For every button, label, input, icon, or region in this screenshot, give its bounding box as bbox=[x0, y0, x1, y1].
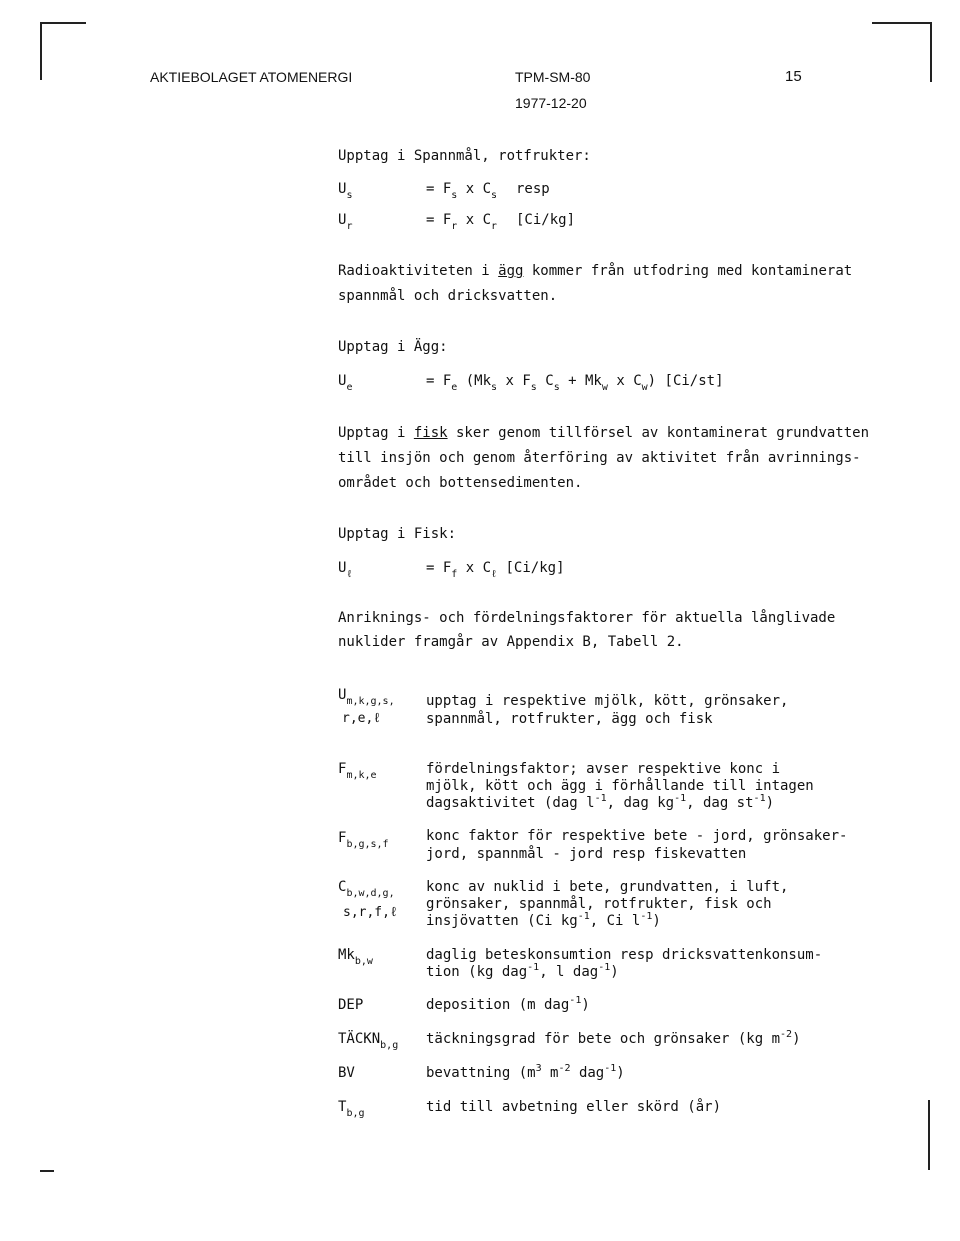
def-t-symbol: $T_{b,g}$ bbox=[338, 1099, 365, 1119]
def-c-line1: konc av nuklid i bete, grundvatten, i luft, bbox=[426, 879, 789, 895]
def-u-line2: spannmål, rotfrukter, ägg och fisk bbox=[426, 711, 713, 727]
equation-ul-rhs: = $F_f$ x $C_\ell$ [Ci/kg] bbox=[426, 560, 565, 580]
equation-ur-tail: [Ci/kg] bbox=[516, 212, 576, 228]
equation-us-tail: resp bbox=[516, 181, 550, 197]
def-tackn-symbol: $TÄCKN_{b,g}$ bbox=[338, 1031, 399, 1051]
frame-left bbox=[40, 22, 42, 80]
def-u-symbol-sub2: r,e,ℓ bbox=[342, 711, 382, 726]
frame-right bbox=[930, 22, 932, 82]
equation-us: $U_s$ bbox=[338, 181, 353, 201]
frame-bottom-left bbox=[40, 1170, 54, 1172]
def-c-line2: grönsaker, spannmål, rotfrukter, fisk och bbox=[426, 896, 772, 912]
equation-us-rhs: = $F_s$ x $C_s$ bbox=[426, 181, 498, 201]
def-mk-line2: tion (kg dag$^{-1}$, l dag$^{-1}$) bbox=[426, 962, 619, 980]
def-t-line1: tid till avbetning eller skörd (år) bbox=[426, 1099, 722, 1115]
def-u-symbol: $U_{m,k,g,s,}$ bbox=[338, 687, 395, 707]
def-f2-symbol: $F_{b,g,s,f}$ bbox=[338, 830, 389, 850]
paragraph-agg-line1: Radioaktiviteten i ägg kommer från utfodring med kontaminerat bbox=[338, 263, 853, 279]
report-number: TPM-SM-80 bbox=[515, 69, 591, 85]
def-dep-symbol: DEP bbox=[338, 997, 364, 1013]
equation-ue-lhs: $U_e$ bbox=[338, 373, 353, 393]
paragraph-agg-line2: spannmål och dricksvatten. bbox=[338, 288, 558, 304]
def-f1-line2: mjölk, kött och ägg i förhållande till intagen bbox=[426, 778, 814, 794]
heading-fisk: Upptag i Fisk: bbox=[338, 526, 457, 542]
equation-ur-rhs: = $F_r$ x $C_r$ bbox=[426, 212, 498, 232]
paragraph-anrikning-line2: nuklider framgår av Appendix B, Tabell 2. bbox=[338, 634, 684, 650]
frame-top-right bbox=[872, 22, 932, 24]
def-u-line1: upptag i respektive mjölk, kött, grönsaker, bbox=[426, 693, 789, 709]
def-f1-line1: fördelningsfaktor; avser respektive konc i bbox=[426, 761, 781, 777]
heading-agg: Upptag i Ägg: bbox=[338, 339, 448, 355]
def-f2-line1: konc faktor för respektive bete - jord, grönsaker- bbox=[426, 828, 848, 844]
equation-ur: $U_r$ bbox=[338, 212, 353, 232]
def-mk-line1: daglig beteskonsumtion resp dricksvattenkonsum- bbox=[426, 947, 823, 963]
def-c-symbol-sub2: s,r,f,ℓ bbox=[343, 905, 398, 920]
def-f1-symbol: $F_{m,k,e}$ bbox=[338, 761, 377, 781]
paragraph-anrikning-line1: Anriknings- och fördelningsfaktorer för aktuella långlivade bbox=[338, 610, 836, 626]
equation-ue-rhs: = $F_e$ ($Mk_s$ x $F_s$ $C_s + Mk_w$ x $C_w$) [Ci/st] bbox=[426, 373, 724, 393]
paragraph-fisk-line3: området och bottensedimenten. bbox=[338, 475, 583, 491]
def-c-symbol: $C_{b,w,d,g,}$ bbox=[338, 879, 395, 899]
heading-spannmal: Upptag i Spannmål, rotfrukter: bbox=[338, 148, 591, 164]
report-date: 1977-12-20 bbox=[515, 95, 587, 111]
equation-ul-lhs: $U_\ell$ bbox=[338, 560, 353, 580]
company-name: AKTIEBOLAGET ATOMENERGI bbox=[150, 69, 353, 85]
def-f2-line2: jord, spannmål - jord resp fiskevatten bbox=[426, 846, 747, 862]
def-bv-symbol: BV bbox=[338, 1065, 355, 1081]
paragraph-fisk-line2: till insjön och genom återföring av aktivitet från avrinnings- bbox=[338, 450, 861, 466]
def-f1-line3: dagsaktivitet (dag $l^{-1}$, dag $kg^{-1}$, dag $st^{-1}$) bbox=[426, 793, 775, 811]
def-tackn-line1: täckningsgrad för bete och grönsaker (kg $m^{-2}$) bbox=[426, 1029, 801, 1047]
frame-right-bottom bbox=[928, 1100, 930, 1170]
frame-top-left bbox=[40, 22, 86, 24]
def-dep-line1: deposition (m dag$^{-1}$) bbox=[426, 995, 590, 1013]
def-bv-line1: bevattning ($m^3$ $m^{-2}$ dag$^{-1}$) bbox=[426, 1063, 625, 1081]
def-mk-symbol: $Mk_{b,w}$ bbox=[338, 947, 373, 967]
paragraph-fisk-line1: Upptag i fisk sker genom tillförsel av kontaminerat grundvatten bbox=[338, 425, 870, 441]
def-c-line3: insjövatten (Ci $kg^{-1}$, Ci $l^{-1}$) bbox=[426, 911, 661, 929]
page-number: 15 bbox=[785, 68, 802, 85]
